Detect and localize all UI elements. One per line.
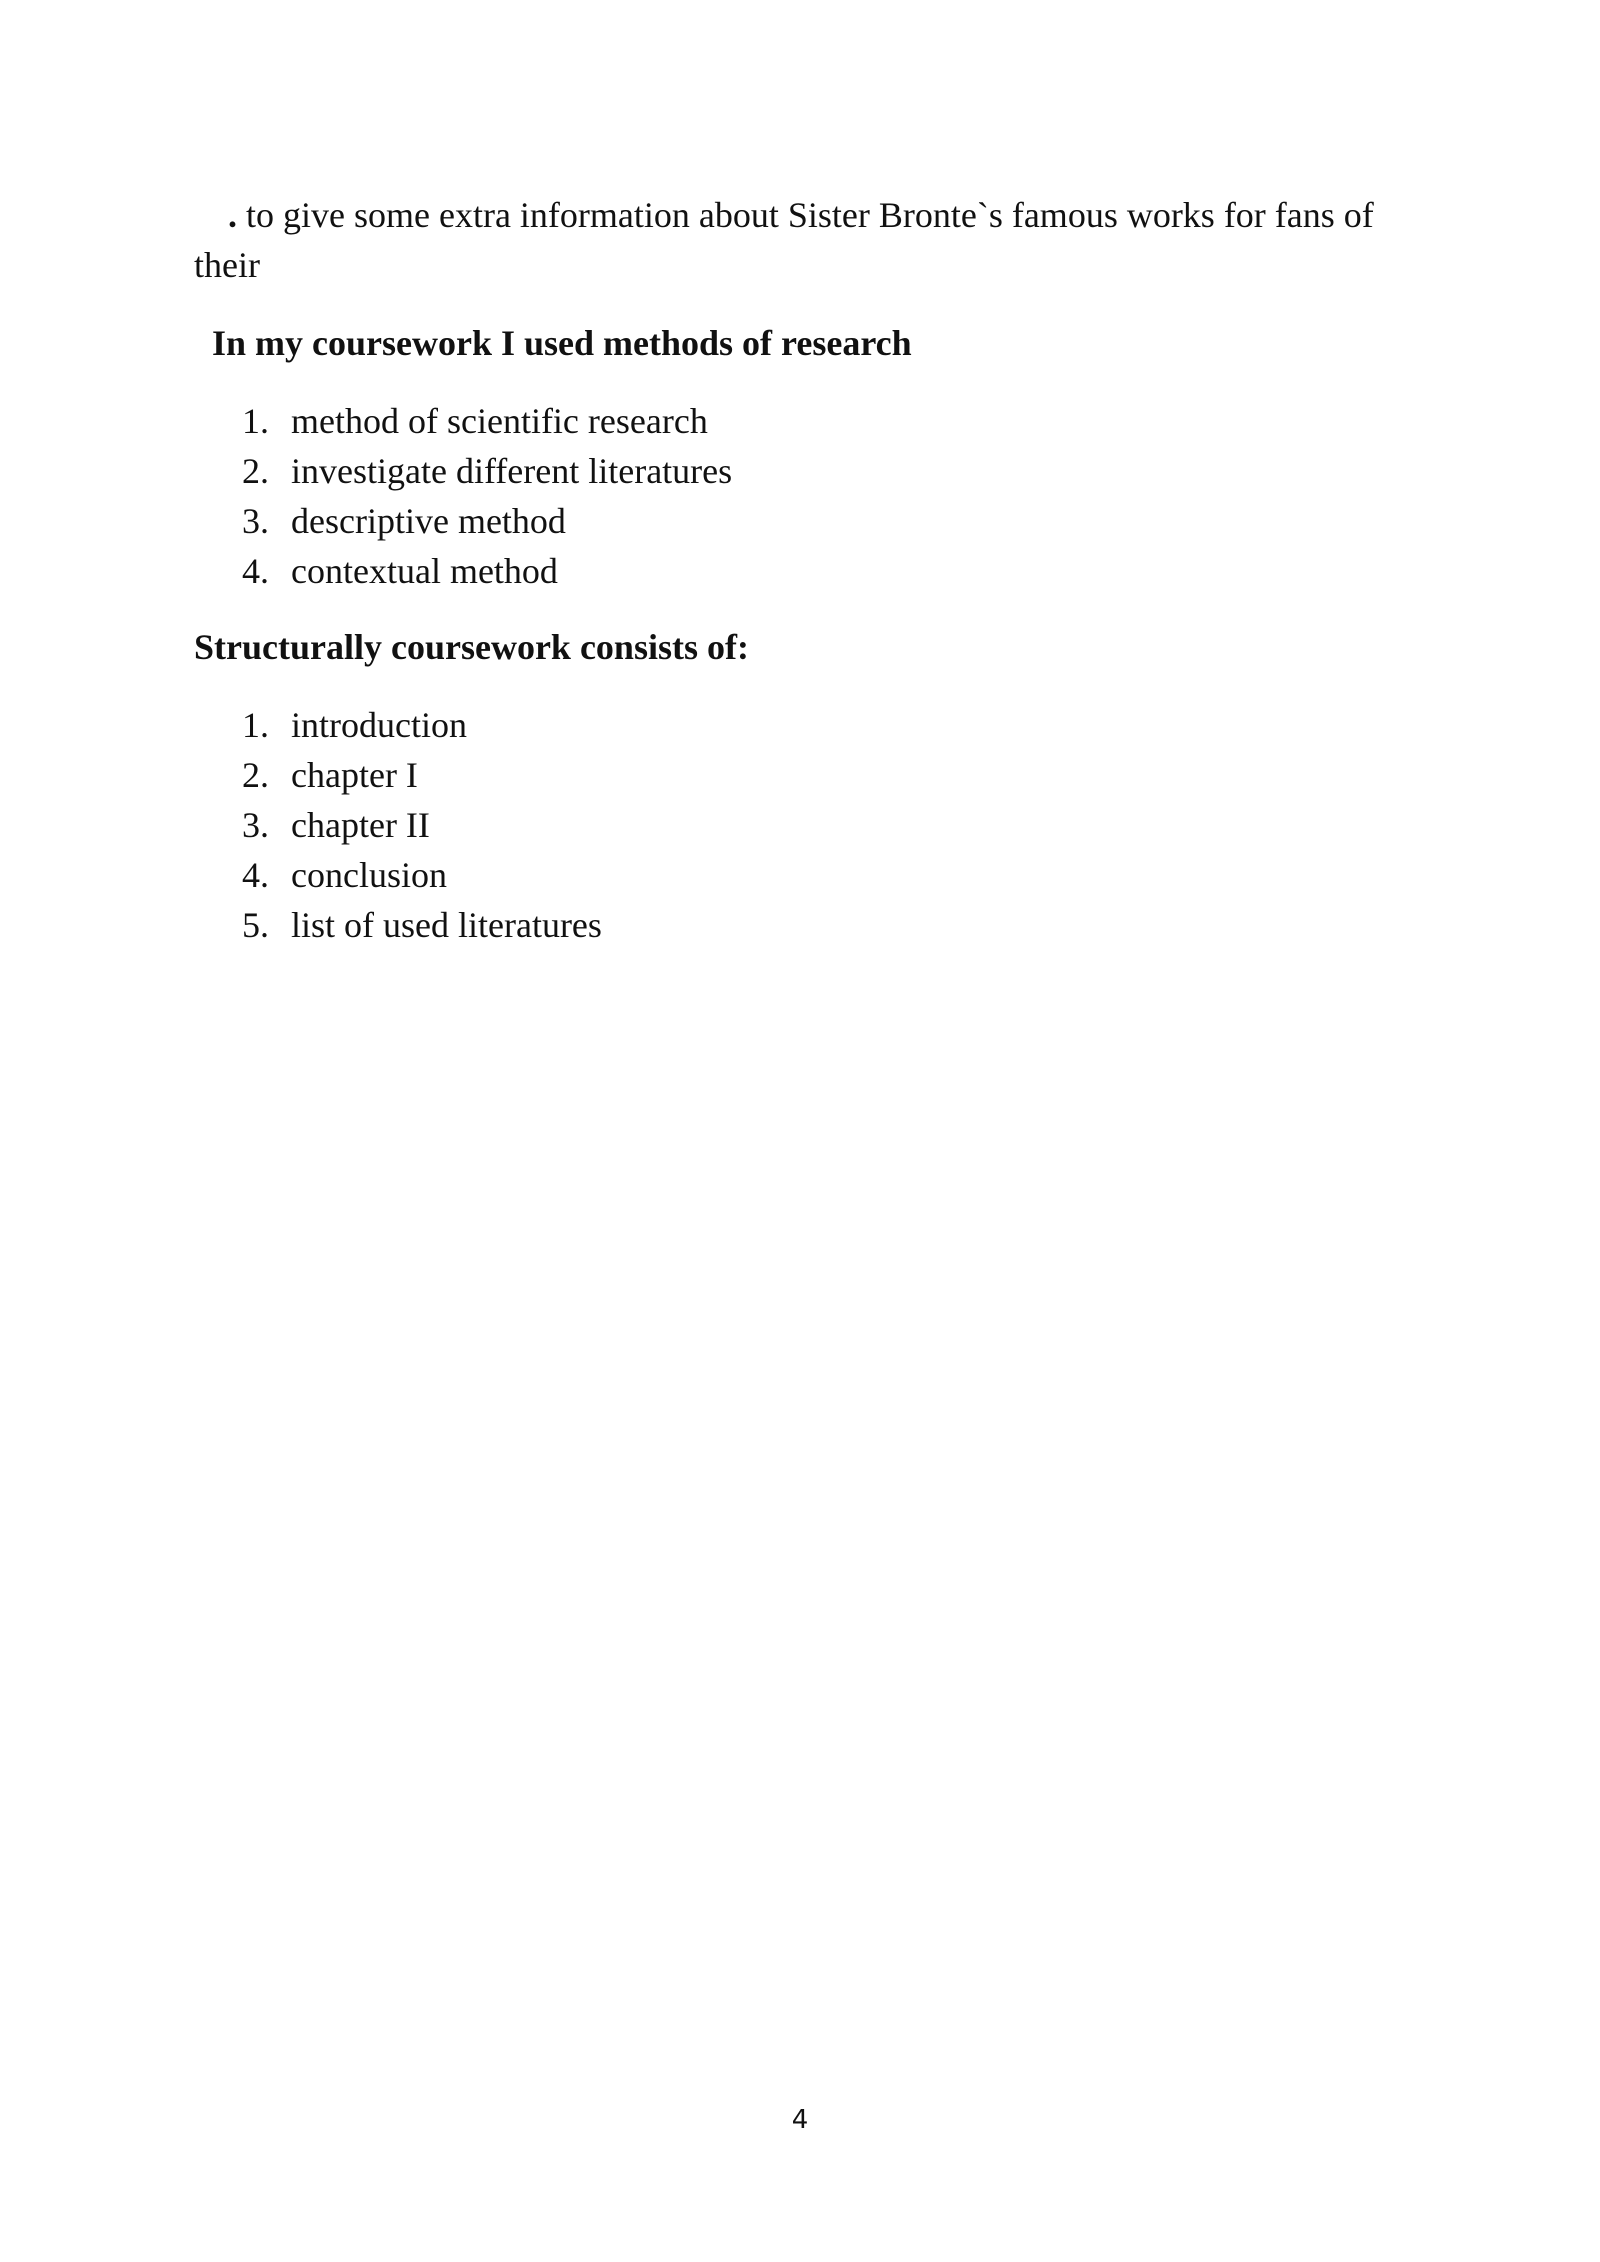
list-item-text: investigate different literatures xyxy=(291,451,733,491)
list-item-number: 1. xyxy=(242,705,269,745)
list-item-number: 1. xyxy=(242,401,269,441)
list-item-text: chapter II xyxy=(291,805,430,845)
list-item-number: 4. xyxy=(242,551,269,591)
list-item xyxy=(242,546,732,596)
list-item xyxy=(242,850,602,900)
list-item-number: 2. xyxy=(242,755,269,795)
page-number: 4 xyxy=(791,2105,809,2135)
list-item-text: descriptive method xyxy=(291,501,566,541)
list-item-number: 4. xyxy=(242,855,269,895)
list-item-text: list of used literatures xyxy=(291,905,602,945)
methods-list xyxy=(242,396,732,596)
list-item-number: 5. xyxy=(242,905,269,945)
list-item xyxy=(242,800,602,850)
structure-heading: Structurally coursework consists of: xyxy=(194,627,749,667)
list-item xyxy=(242,700,602,750)
list-item-number: 3. xyxy=(242,501,269,541)
list-item-number: 3. xyxy=(242,805,269,845)
intro-bullet-dot: . xyxy=(228,195,237,235)
structure-list xyxy=(242,700,602,950)
list-item xyxy=(242,396,732,446)
list-item-text: introduction xyxy=(291,705,467,745)
intro-text: to give some extra information about Sister Bronte`s famous works for fans of their xyxy=(194,195,1374,285)
list-item xyxy=(242,900,602,950)
methods-heading: In my coursework I used methods of research xyxy=(212,323,912,363)
list-item xyxy=(242,496,732,546)
list-item-text: method of scientific research xyxy=(291,401,708,441)
list-item-text: chapter I xyxy=(291,755,418,795)
list-item-number: 2. xyxy=(242,451,269,491)
list-item-text: contextual method xyxy=(291,551,558,591)
list-item-text: conclusion xyxy=(291,855,447,895)
intro-paragraph xyxy=(194,190,1434,290)
list-item xyxy=(242,446,732,496)
list-item xyxy=(242,750,602,800)
